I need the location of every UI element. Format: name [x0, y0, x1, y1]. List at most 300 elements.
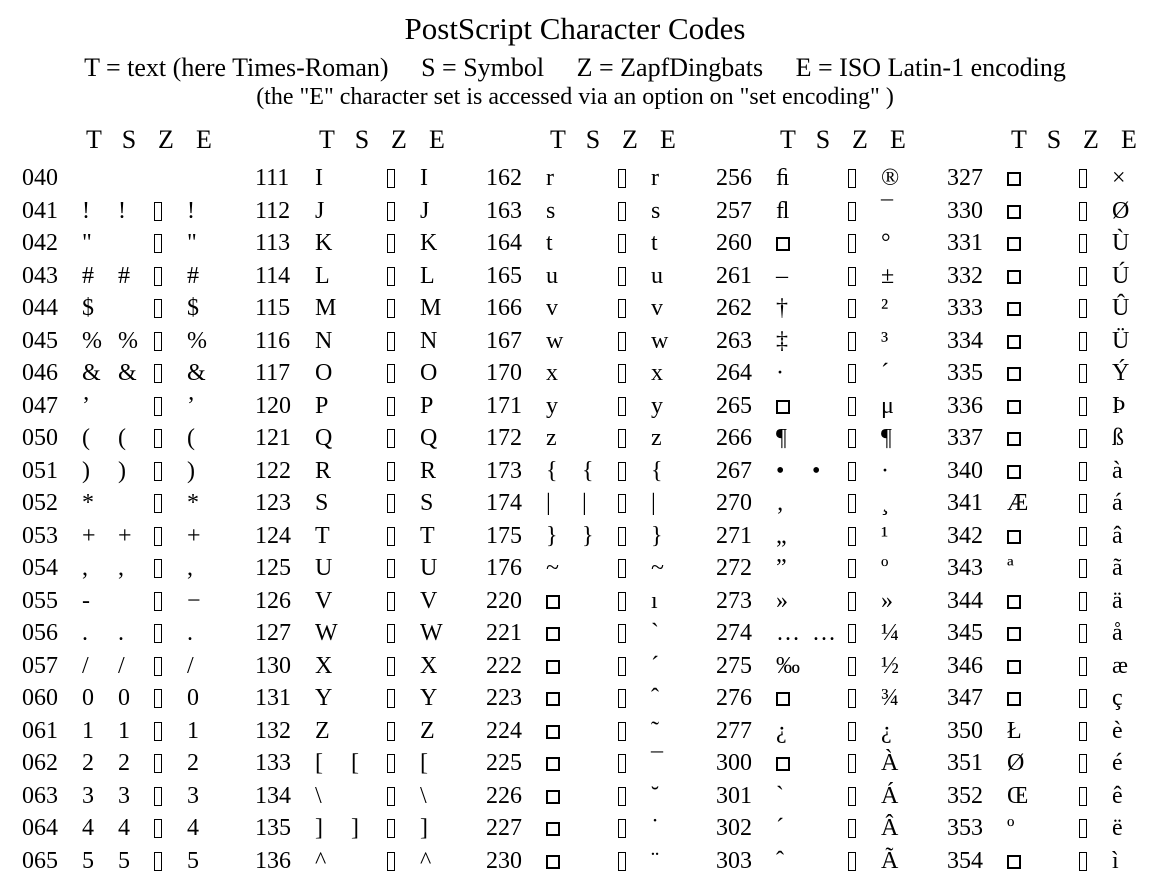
glyph-t — [776, 682, 790, 714]
octal-code: 064 — [22, 815, 58, 841]
glyph-z — [1079, 682, 1087, 714]
glyph-t: ^ — [315, 847, 327, 874]
missing-glyph-box — [154, 787, 162, 806]
glyph-e: ~ — [651, 555, 664, 581]
missing-glyph-box — [848, 462, 856, 481]
glyph-t: Q — [315, 425, 333, 451]
missing-glyph-box — [1079, 787, 1087, 806]
missing-glyph-box — [618, 494, 626, 513]
octal-code: 171 — [486, 392, 522, 419]
glyph-t: ﬁ — [776, 165, 790, 191]
missing-glyph-box — [154, 559, 162, 578]
missing-glyph-box — [154, 494, 162, 513]
missing-glyph-box — [848, 819, 856, 838]
legend-zapf: Z = ZapfDingbats — [576, 53, 764, 82]
octal-code: 165 — [486, 262, 522, 289]
glyph-z — [387, 292, 395, 324]
octal-code: 170 — [486, 360, 522, 386]
glyph-e: μ — [881, 392, 894, 419]
octal-code: 123 — [255, 490, 291, 516]
glyph-t — [776, 747, 790, 779]
glyph-s: 5 — [118, 847, 130, 874]
undefined-glyph-box — [546, 855, 560, 869]
glyph-t: 0 — [82, 685, 94, 711]
glyph-z — [387, 585, 395, 617]
missing-glyph-box — [1079, 559, 1087, 578]
missing-glyph-box — [618, 267, 626, 286]
missing-glyph-box — [848, 559, 856, 578]
glyph-t: ` — [776, 782, 784, 809]
glyph-s: | — [582, 490, 587, 516]
glyph-z — [1079, 585, 1087, 617]
glyph-z — [387, 650, 395, 682]
octal-code: 167 — [486, 327, 522, 354]
octal-code: 350 — [947, 717, 983, 744]
missing-glyph-box — [618, 657, 626, 676]
glyph-t: 2 — [82, 750, 94, 776]
glyph-t: Œ — [1007, 782, 1029, 809]
glyph-t — [1007, 455, 1021, 487]
glyph-t: 4 — [82, 815, 94, 841]
missing-glyph-box — [618, 462, 626, 481]
glyph-e: | — [651, 490, 656, 516]
glyph-t — [546, 617, 560, 649]
missing-glyph-box — [618, 169, 626, 188]
undefined-glyph-box — [546, 725, 560, 739]
octal-code: 260 — [716, 230, 752, 256]
missing-glyph-box — [387, 592, 395, 611]
glyph-z — [154, 422, 162, 454]
glyph-z — [1079, 325, 1087, 357]
octal-code: 127 — [255, 620, 291, 646]
missing-glyph-box — [618, 527, 626, 546]
glyph-z — [848, 390, 856, 422]
undefined-glyph-box — [1007, 692, 1021, 706]
glyph-e: Â — [881, 815, 899, 841]
glyph-t: K — [315, 230, 333, 256]
octal-code: 120 — [255, 392, 291, 419]
glyph-e: Þ — [1112, 392, 1126, 419]
octal-code: 046 — [22, 360, 58, 386]
glyph-t: · — [776, 360, 784, 386]
missing-glyph-box — [154, 754, 162, 773]
glyph-e: ³ — [881, 327, 889, 354]
glyph-e: ¾ — [881, 685, 899, 711]
glyph-z — [618, 455, 626, 487]
glyph-e: 4 — [187, 815, 199, 841]
octal-code: 221 — [486, 620, 522, 646]
octal-code: 274 — [716, 620, 752, 646]
octal-code: 343 — [947, 555, 983, 581]
glyph-t: » — [776, 587, 788, 614]
glyph-e: M — [420, 295, 442, 321]
missing-glyph-box — [154, 234, 162, 253]
missing-glyph-box — [848, 397, 856, 416]
undefined-glyph-box — [546, 790, 560, 804]
glyph-e: ! — [187, 197, 195, 224]
glyph-t: … — [776, 620, 800, 646]
missing-glyph-box — [387, 722, 395, 741]
glyph-e: v — [651, 295, 663, 321]
glyph-e: * — [187, 490, 199, 516]
glyph-e: . — [187, 620, 193, 646]
glyph-t: ﬂ — [776, 197, 790, 224]
missing-glyph-box — [154, 299, 162, 318]
glyph-z — [848, 227, 856, 259]
octal-code: 116 — [255, 327, 291, 354]
glyph-s: . — [118, 620, 124, 646]
glyph-t: • — [776, 457, 785, 484]
missing-glyph-box — [618, 364, 626, 383]
octal-code: 261 — [716, 262, 752, 289]
glyph-e: r — [651, 165, 659, 191]
octal-code: 121 — [255, 425, 291, 451]
glyph-e: ı — [651, 587, 658, 614]
missing-glyph-box — [848, 202, 856, 221]
octal-code: 043 — [22, 262, 58, 289]
glyph-e: ß — [1112, 425, 1124, 451]
glyph-e: ¯ — [881, 197, 893, 224]
glyph-t — [1007, 260, 1021, 292]
glyph-z — [618, 747, 626, 779]
glyph-s: 4 — [118, 815, 130, 841]
octal-code: 272 — [716, 555, 752, 581]
glyph-e: − — [187, 587, 201, 614]
glyph-t — [546, 650, 560, 682]
undefined-glyph-box — [1007, 367, 1021, 381]
glyph-t: ˆ — [776, 847, 784, 874]
glyph-t: { — [546, 457, 558, 484]
glyph-t: } — [546, 522, 558, 549]
undefined-glyph-box — [1007, 432, 1021, 446]
octal-code: 055 — [22, 587, 58, 614]
missing-glyph-box — [387, 787, 395, 806]
glyph-e: ˜ — [651, 717, 659, 744]
missing-glyph-box — [154, 332, 162, 351]
octal-code: 117 — [255, 360, 291, 386]
legend-line — [0, 52, 1150, 84]
glyph-t — [776, 227, 790, 259]
glyph-e: $ — [187, 295, 199, 321]
missing-glyph-box — [618, 592, 626, 611]
glyph-e: ¸ — [881, 490, 889, 516]
glyph-s: 0 — [118, 685, 130, 711]
glyph-t — [1007, 845, 1021, 877]
octal-code: 265 — [716, 392, 752, 419]
missing-glyph-box — [154, 722, 162, 741]
octal-code: 227 — [486, 815, 522, 841]
octal-code: 276 — [716, 685, 752, 711]
glyph-s: 2 — [118, 750, 130, 776]
undefined-glyph-box — [1007, 205, 1021, 219]
glyph-e: % — [187, 327, 207, 354]
column-header-z: Z — [158, 125, 174, 154]
glyph-e: + — [187, 522, 201, 549]
glyph-t: u — [546, 262, 558, 289]
legend-symbol: S = Symbol — [421, 53, 545, 82]
octal-code: 044 — [22, 295, 58, 321]
glyph-e: ä — [1112, 587, 1123, 614]
glyph-e: º — [881, 555, 889, 581]
glyph-z — [154, 552, 162, 584]
glyph-s: ] — [351, 815, 359, 841]
glyph-z — [848, 260, 856, 292]
missing-glyph-box — [848, 787, 856, 806]
glyph-e: ^ — [420, 847, 432, 874]
glyph-z — [618, 650, 626, 682]
octal-code: 220 — [486, 587, 522, 614]
glyph-z — [154, 682, 162, 714]
glyph-e: J — [420, 197, 430, 224]
glyph-z — [1079, 520, 1087, 552]
missing-glyph-box — [387, 332, 395, 351]
glyph-z — [618, 682, 626, 714]
glyph-z — [1079, 715, 1087, 747]
glyph-e: [ — [420, 750, 428, 776]
glyph-e: ® — [881, 165, 900, 191]
octal-code: 270 — [716, 490, 752, 516]
missing-glyph-box — [154, 624, 162, 643]
glyph-e: ± — [881, 262, 895, 289]
glyph-t: Y — [315, 685, 333, 711]
glyph-t: U — [315, 555, 333, 581]
undefined-glyph-box — [546, 822, 560, 836]
undefined-glyph-box — [1007, 855, 1021, 869]
glyph-z — [618, 520, 626, 552]
glyph-z — [618, 357, 626, 389]
glyph-t: º — [1007, 815, 1015, 841]
glyph-z — [1079, 747, 1087, 779]
glyph-z — [387, 552, 395, 584]
glyph-t: T — [315, 522, 330, 549]
glyph-t: r — [546, 165, 554, 191]
glyph-t: \ — [315, 782, 322, 809]
glyph-z — [387, 845, 395, 877]
glyph-t: # — [82, 262, 94, 289]
missing-glyph-box — [387, 299, 395, 318]
missing-glyph-box — [848, 234, 856, 253]
glyph-t: Ø — [1007, 750, 1025, 776]
glyph-z — [848, 325, 856, 357]
octal-code: 333 — [947, 295, 983, 321]
missing-glyph-box — [848, 689, 856, 708]
octal-code: 267 — [716, 457, 752, 484]
missing-glyph-box — [1079, 364, 1087, 383]
glyph-e: X — [420, 652, 438, 679]
glyph-t: ( — [82, 425, 90, 451]
octal-code: 056 — [22, 620, 58, 646]
glyph-e: â — [1112, 522, 1123, 549]
glyph-z — [618, 552, 626, 584]
glyph-z — [387, 260, 395, 292]
column-header-s: S — [121, 125, 137, 154]
glyph-t: [ — [315, 750, 323, 776]
column-header-e: E — [429, 125, 445, 154]
glyph-t: R — [315, 457, 332, 484]
glyph-t: X — [315, 652, 333, 679]
column-header-z: Z — [622, 125, 638, 154]
missing-glyph-box — [1079, 234, 1087, 253]
glyph-t: V — [315, 587, 333, 614]
glyph-z — [618, 812, 626, 844]
missing-glyph-box — [848, 169, 856, 188]
glyph-z — [618, 780, 626, 812]
missing-glyph-box — [848, 754, 856, 773]
glyph-z — [618, 162, 626, 194]
glyph-e: { — [651, 457, 663, 484]
glyph-e: ç — [1112, 685, 1123, 711]
glyph-z — [618, 617, 626, 649]
undefined-glyph-box — [776, 757, 790, 771]
glyph-z — [154, 617, 162, 649]
glyph-s: & — [118, 360, 137, 386]
glyph-t — [1007, 325, 1021, 357]
glyph-t — [546, 585, 560, 617]
glyph-e: ¨ — [651, 847, 659, 874]
missing-glyph-box — [387, 494, 395, 513]
missing-glyph-box — [154, 657, 162, 676]
octal-code: 040 — [22, 165, 58, 191]
octal-code: 054 — [22, 555, 58, 581]
glyph-z — [1079, 390, 1087, 422]
glyph-z — [1079, 812, 1087, 844]
glyph-s: • — [812, 457, 821, 484]
glyph-t: I — [315, 165, 323, 191]
glyph-z — [387, 487, 395, 519]
glyph-z — [387, 715, 395, 747]
glyph-t: L — [315, 262, 330, 289]
glyph-e: u — [651, 262, 663, 289]
glyph-e: é — [1112, 750, 1123, 776]
glyph-e: ê — [1112, 782, 1123, 809]
glyph-z — [387, 227, 395, 259]
missing-glyph-box — [618, 202, 626, 221]
glyph-e: K — [420, 230, 438, 256]
glyph-z — [154, 715, 162, 747]
glyph-t — [1007, 617, 1021, 649]
octal-code: 335 — [947, 360, 983, 386]
missing-glyph-box — [1079, 397, 1087, 416]
octal-code: 126 — [255, 587, 291, 614]
glyph-t: O — [315, 360, 333, 386]
glyph-e: x — [651, 360, 663, 386]
missing-glyph-box — [848, 364, 856, 383]
glyph-t: $ — [82, 295, 94, 321]
missing-glyph-box — [1079, 494, 1087, 513]
missing-glyph-box — [618, 332, 626, 351]
missing-glyph-box — [618, 624, 626, 643]
glyph-z — [154, 747, 162, 779]
glyph-z — [618, 845, 626, 877]
octal-code: 063 — [22, 782, 58, 809]
glyph-e: ì — [1112, 847, 1119, 874]
glyph-z — [848, 747, 856, 779]
column-header-z: Z — [391, 125, 407, 154]
glyph-e: ¿ — [881, 717, 892, 744]
glyph-t: ¶ — [776, 425, 787, 451]
octal-code: 341 — [947, 490, 983, 516]
glyph-e: ½ — [881, 652, 899, 679]
glyph-z — [848, 292, 856, 324]
glyph-t: † — [776, 295, 788, 321]
missing-glyph-box — [387, 527, 395, 546]
glyph-e: & — [187, 360, 206, 386]
glyph-z — [387, 325, 395, 357]
glyph-t: . — [82, 620, 88, 646]
glyph-e: ¯ — [651, 750, 663, 776]
missing-glyph-box — [387, 202, 395, 221]
glyph-e: } — [651, 522, 663, 549]
glyph-z — [848, 715, 856, 747]
glyph-t: ´ — [776, 815, 784, 841]
glyph-e: t — [651, 230, 658, 256]
glyph-z — [1079, 845, 1087, 877]
column-header-z: Z — [852, 125, 868, 154]
glyph-z — [387, 455, 395, 487]
glyph-s: / — [118, 652, 125, 679]
glyph-e: S — [420, 490, 434, 516]
octal-code: 334 — [947, 327, 983, 354]
glyph-t: ‰ — [776, 652, 800, 679]
octal-code: 166 — [486, 295, 522, 321]
glyph-e: Û — [1112, 295, 1130, 321]
glyph-e: ˙ — [651, 815, 659, 841]
glyph-s: , — [118, 555, 124, 581]
glyph-t: S — [315, 490, 329, 516]
glyph-z — [618, 390, 626, 422]
glyph-e: W — [420, 620, 443, 646]
glyph-z — [848, 617, 856, 649]
glyph-t — [1007, 227, 1021, 259]
octal-code: 262 — [716, 295, 752, 321]
missing-glyph-box — [387, 364, 395, 383]
octal-code: 163 — [486, 197, 522, 224]
octal-code: 336 — [947, 392, 983, 419]
glyph-t: 3 — [82, 782, 94, 809]
glyph-t: ~ — [546, 555, 559, 581]
glyph-t — [1007, 520, 1021, 552]
glyph-e: Ã — [881, 847, 899, 874]
missing-glyph-box — [154, 397, 162, 416]
missing-glyph-box — [1079, 267, 1087, 286]
missing-glyph-box — [848, 592, 856, 611]
column-header-t: T — [780, 125, 796, 154]
missing-glyph-box — [848, 332, 856, 351]
glyph-t: ” — [776, 555, 787, 581]
column-header-s: S — [1046, 125, 1062, 154]
glyph-e: 3 — [187, 782, 199, 809]
glyph-s: [ — [351, 750, 359, 776]
missing-glyph-box — [387, 234, 395, 253]
octal-code: 301 — [716, 782, 752, 809]
glyph-z — [848, 845, 856, 877]
missing-glyph-box — [387, 624, 395, 643]
missing-glyph-box — [154, 592, 162, 611]
octal-code: 125 — [255, 555, 291, 581]
glyph-e: ˆ — [651, 685, 659, 711]
glyph-e: ` — [651, 620, 659, 646]
glyph-t: ‚ — [776, 490, 784, 516]
octal-code: 224 — [486, 717, 522, 744]
glyph-e: U — [420, 555, 438, 581]
glyph-z — [618, 487, 626, 519]
glyph-t: * — [82, 490, 94, 516]
glyph-t: ª — [1007, 555, 1014, 581]
octal-code: 175 — [486, 522, 522, 549]
undefined-glyph-box — [1007, 172, 1021, 186]
glyph-z — [154, 487, 162, 519]
glyph-e: N — [420, 327, 438, 354]
